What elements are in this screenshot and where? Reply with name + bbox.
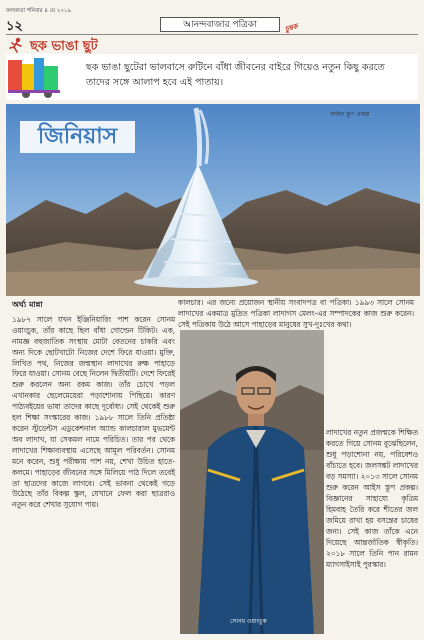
supplement-tag: চুম্বক [284, 22, 299, 34]
author-name: অর্ঘ্য মান্না [12, 300, 43, 309]
page-header [0, 0, 424, 40]
article-right-column [178, 298, 414, 331]
intro-illustration [6, 54, 64, 100]
right-column-lower-text: লাদাখের নতুন প্রজন্মকে শিক্ষিত করতে গিয়ে সোনম বুঝেছিলেন, শুধু পড়াশোনা নয়, পরিবেশও বাঁচাতে হবে। জলসঙ্কট লাদাখের বড় সমস্যা। ২০১৩ সালে সোনম শুরু করেন আইস স্তূপ প্রকল্প। বিজ্ঞানের সাহায্যে কৃত্রিম হিমবাহ তৈরি করে শীতের জল জমিয়ে রাখা হয় বসন্তের চাষের জন্য। সেই কাজ তাঁকে এনে দিয়েছে আন্তর্জাতিক স্বীকৃতি। ২০১৮ সালে তিনি পান রামন ম্যাগসাইসাই পুরস্কার। [326, 428, 418, 569]
sonam-wangchuk-photo [180, 330, 324, 634]
masthead: আনন্দবাজার পত্রিকা [160, 17, 280, 32]
header-rule [6, 34, 418, 35]
page-number: ১২ [6, 19, 23, 34]
right-column-top-text: কালচার। এর জন্যে প্রয়োজন স্থানীয় সংবাদপত্র বা পত্রিকা। ১৯৯৩ সালে সোনম লাদাখের একমাত্র মুদ্রিত পত্রিকা লাদাগস মেলং-এর সম্পাদকের কাজ শুরু করেন। সেই পত্রিকায় উঠে আসে পাহাড়ের মানুষের সুখ-দুঃখের কথা। [178, 298, 414, 329]
running-figure-icon [6, 37, 26, 53]
hero-title: জিনিয়াস [20, 121, 135, 153]
section-title: ছক ভাঙা ছুট [30, 39, 98, 54]
left-column-text: ১৯৮৭ সালে যখন ইঞ্জিনিয়ারিং পাশ করেন সোনম ওয়াংচুক, তাঁর কাছে ছিল বাঁধা গোল্ডেন টিকিট। এক, নামজ্ঞ বহুজাতিক সংস্থায় মোটা বেতনের চাকরি এবং অন্য দিকে ছোটখাটো নিজের দেশে ফিরে যাওয়া। মুক্তি, লিখিত পথ, নিজের জন্মস্থান লাদাখের রুক্ষ পাহাড়ে ফিরে যাওয়া। সোনম বেছে নিলেন দ্বিতীয়টি। দেশে ফিরেই শুরু করলেন অন্য রকম কাজ। তাঁর চোখে পড়ল এখানকার ছেলেমেয়েরা পড়াশোনায় পিছিয়ে। কারণ পাঠ্যবইয়ের ভাষা তাদের কাছে দুর্বোধ্য। সেই থেকেই শুরু হল শিক্ষা সংস্কারের কাজ। ১৯৮৮ সালে তিনি প্রতিষ্ঠা করেন স্টুডেন্টস এডুকেশনাল অ্যান্ড কালচারাল মুভমেন্ট অব লাদাখ, যা সেকমল নামে পরিচিত। তার পর থেকে লাদাখের শিক্ষাব্যবস্থায় এসেছে আমূল পরিবর্তন। সোনম মনে করেন, শুধু পরীক্ষায় পাশ নয়, শেখা উচিত হাতে-কলমে। পাহাড়ের জীবনের সঙ্গে মিলিয়ে পাঠ দিলে তবেই তা ছাত্রদের কাজে লাগবে। সেই ভাবনা থেকেই গড়ে উঠেছে তাঁর বিকল্প স্কুল, যেখানে ফেল করা ছাত্ররাও নতুন করে শেখার সুযোগ পায়। [12, 314, 175, 510]
article-right-lower-column [326, 427, 418, 570]
photo-byline: আইস স্তূপ প্রকল্প [330, 111, 370, 118]
article-left-column [12, 300, 175, 511]
photo-caption: সোনম ওয়াংচুক [230, 618, 267, 625]
dateline: কলকাতা শনিবার ৪ মে ২০১৯ [6, 8, 72, 14]
intro-text: ছক ভাঙা ছুটেরা ভালবাসে রুটিনে বাঁধা জীবনের বাইরে গিয়েও নতুন কিছু করতে তাদের সঙ্গে আলাপ হবে এই পাতায়। [86, 62, 385, 88]
